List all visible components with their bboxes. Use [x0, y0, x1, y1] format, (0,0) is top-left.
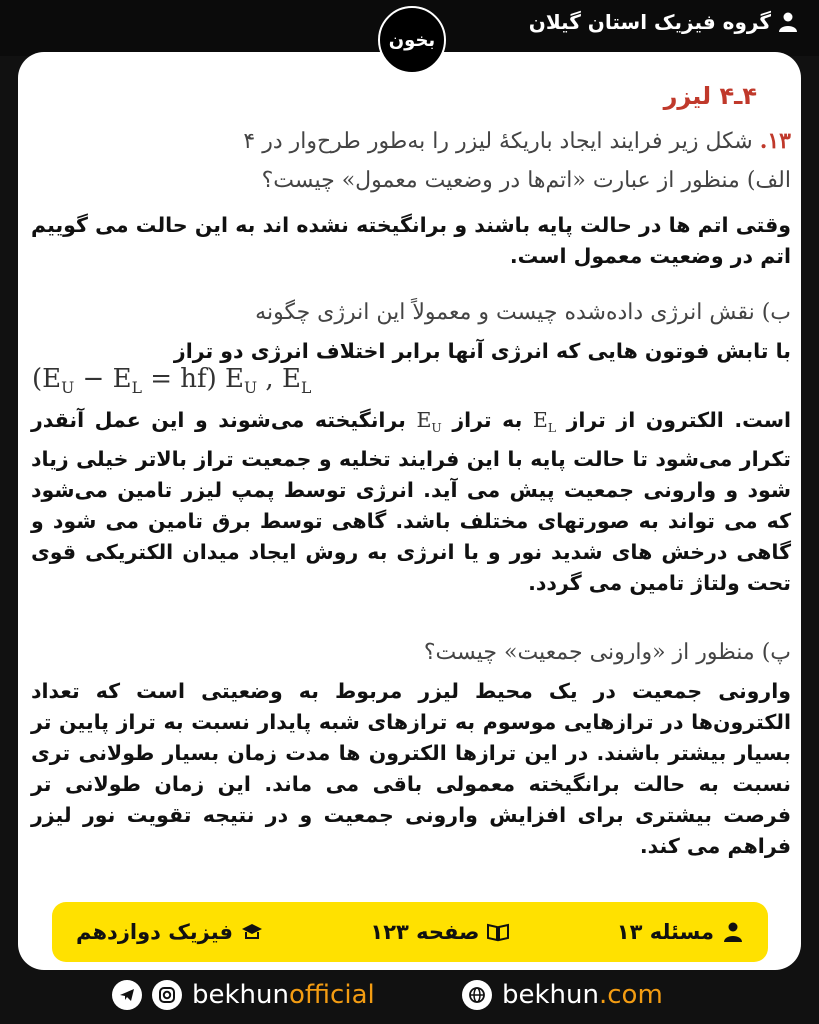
website-text: bekhun.com: [502, 980, 663, 1010]
energy-formula: $(E_U - E_L = hf)$ $E_U$ , $E_L$: [32, 364, 312, 398]
question-number: ۱۳.: [759, 128, 791, 154]
website-link[interactable]: [462, 980, 663, 1010]
graduation-cap-icon: [241, 921, 263, 943]
question-part-a: الف) منظور از عبارت «اتم‌ها در وضعیت معمول» چیست؟: [261, 168, 791, 193]
answer-b-body: [31, 405, 791, 599]
question-intro: [243, 128, 791, 154]
logo-text: بخون: [388, 29, 436, 51]
social-handle[interactable]: [112, 980, 375, 1010]
instagram-icon[interactable]: [152, 980, 182, 1010]
answer-b-part2: به تراز: [452, 408, 523, 432]
brand-logo: [378, 6, 446, 74]
answer-b-part3: برانگیخته می‌شوند و این عمل آنقدر تکرار می‌شود تا حالت پایه با این فرایند تخلیه و جمعیت تراز بالاتر خیلی زیاد شود و وارونی جمعیت پیش می آید. انرژی توسط پمپ لیزر تامین می‌شود که می تواند به صورتهای مختلف باشد. گاهی توسط برق تامین می شود و گاهی درخش های شدید نور و یا انرژی به روش ایجاد میدان الکتریکی قوی تحت ولتاژ تامین می گردد.: [31, 408, 791, 596]
footer-page: صفحه ۱۲۳: [370, 920, 509, 944]
energy-level-u: $E_U$: [416, 408, 442, 436]
telegram-icon[interactable]: [112, 980, 142, 1010]
group-name-text: گروه فیزیک استان گیلان: [528, 10, 771, 34]
bottom-bar: [0, 980, 819, 1020]
question-part-c: پ) منظور از «وارونی جمعیت» چیست؟: [423, 640, 791, 665]
social-handle-text: bekhunofficial: [192, 980, 375, 1010]
open-book-icon: [487, 921, 509, 943]
student-icon: [722, 921, 744, 943]
energy-level-l: $E_L$: [532, 408, 557, 436]
answer-b-part1: است. الکترون از تراز: [566, 408, 792, 432]
answer-c: وارونی جمعیت در یک محیط لیزر مربوط به وضعیتی است که تعداد الکترون‌ها در ترازهایی موسوم به ترازهای شبه پایدار نسبت به تراز پایین تر بسیار بیشتر باشند. در این ترازها الکترون ها مدت زمان بسیار طولانی تری نسبت به حالت برانگیخته معمولی باقی می ماند. این زمان طولانی تر فرصت بیشتری برای افزایش وارونی جمعیت و در نتیجه تقویت نور لیزر فراهم می کند.: [31, 679, 791, 858]
footer-book: فیزیک دوازدهم: [76, 920, 263, 944]
answer-a: وقتی اتم ها در حالت پایه باشند و برانگیخته نشده اند به این حالت می گوییم اتم در وضعیت معمول است.: [31, 213, 791, 268]
question-intro-text: شکل زیر فرایند ایجاد باریکهٔ لیزر را به‌طور طرح‌وار در ۴: [243, 129, 753, 154]
footer-info-bar: [52, 902, 768, 962]
user-icon: [779, 12, 797, 32]
footer-problem: مسئله ۱۳: [617, 920, 744, 944]
globe-icon: [462, 980, 492, 1010]
question-part-b: ب) نقش انرژی داده‌شده چیست و معمولاً این انرژی چگونه: [255, 300, 791, 325]
section-title: ۴ـ۴ لیزر: [663, 82, 757, 110]
group-name: [529, 10, 797, 34]
answer-b-line1: با تابش فوتون هایی که انرژی آنها برابر اختلاف انرژی دو تراز: [173, 339, 791, 363]
